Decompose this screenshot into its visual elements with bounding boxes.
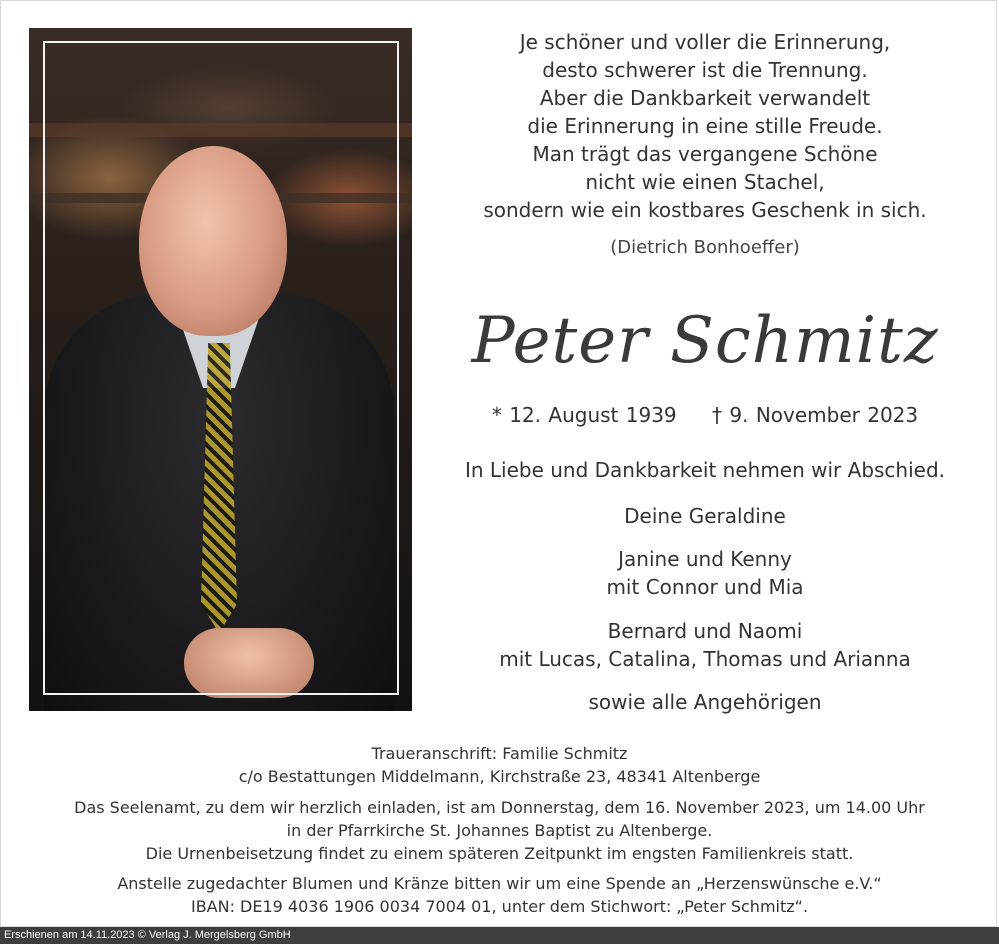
- poem-line: Aber die Dankbarkeit verwandelt: [539, 86, 871, 110]
- mourner-line: mit Lucas, Catalina, Thomas und Arianna: [499, 647, 911, 671]
- service-line: Die Urnenbeisetzung findet zu einem späteren Zeitpunkt im engsten Familienkreis statt.: [145, 844, 854, 863]
- mourner-line: Deine Geraldine: [624, 504, 786, 528]
- mourner-line: Bernard und Naomi: [607, 619, 803, 643]
- mourner-group: [440, 688, 970, 716]
- poem-line: Je schöner und voller die Erinnerung,: [519, 30, 891, 54]
- service-line: Das Seelenamt, zu dem wir herzlich einladen, ist am Donnerstag, dem 16. November 2023, um 14.00 Uhr: [74, 798, 925, 817]
- photo-inner-border: [43, 41, 399, 695]
- service-info: [0, 796, 999, 865]
- deceased-name: Peter Schmitz: [471, 304, 939, 378]
- mourner-group: [440, 545, 970, 601]
- address-line: c/o Bestattungen Middelmann, Kirchstraße 23, 48341 Altenberge: [238, 767, 761, 786]
- poem-line: sondern wie ein kostbares Geschenk in sich.: [483, 198, 927, 222]
- farewell-text: In Liebe und Dankbarkeit nehmen wir Abschied.: [464, 458, 946, 482]
- poem-line: Man trägt das vergangene Schöne: [532, 142, 878, 166]
- address-line: Traueranschrift: Familie Schmitz: [371, 744, 628, 763]
- poem-line: desto schwerer ist die Trennung.: [542, 58, 868, 82]
- poem-line: die Erinnerung in eine stille Freude.: [527, 114, 883, 138]
- mourner-line: sowie alle Angehörigen: [588, 690, 822, 714]
- service-line: in der Pfarrkirche St. Johannes Baptist zu Altenberge.: [286, 821, 713, 840]
- mourner-group: [440, 502, 970, 530]
- poem-line: nicht wie einen Stachel,: [585, 170, 825, 194]
- mourning-address: [0, 742, 999, 788]
- portrait-photo: [29, 28, 412, 711]
- birth-date: * 12. August 1939: [491, 403, 677, 427]
- donation-line: Anstelle zugedachter Blumen und Kränze bitten wir um eine Spende an „Herzenswünsche e.V.“: [117, 874, 882, 893]
- death-date: † 9. November 2023: [712, 403, 919, 427]
- donation-line: IBAN: DE19 4036 1906 0034 7004 01, unter dem Stichwort: „Peter Schmitz“.: [190, 897, 809, 916]
- life-dates: [440, 403, 970, 427]
- poem: [440, 28, 970, 224]
- mourner-line: Janine und Kenny: [618, 547, 792, 571]
- mourner-line: mit Connor und Mia: [606, 575, 804, 599]
- donation-info: [0, 872, 999, 918]
- publication-footer: Erschienen am 14.11.2023 © Verlag J. Mergelsberg GmbH: [0, 927, 999, 944]
- poem-author: (Dietrich Bonhoeffer): [610, 237, 800, 258]
- mourner-group: [440, 617, 970, 673]
